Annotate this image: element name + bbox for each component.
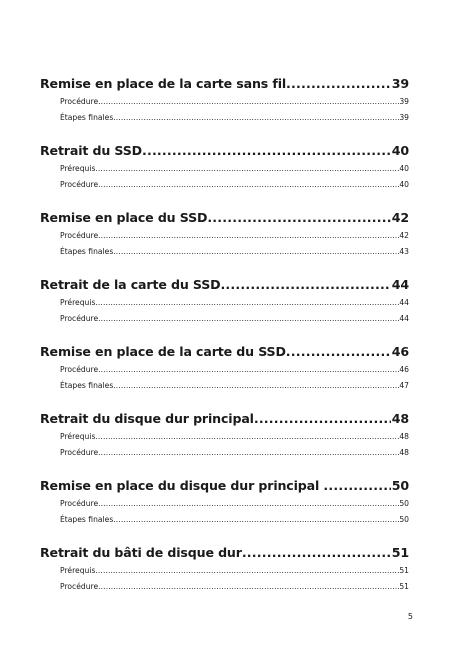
dot-leader bbox=[98, 177, 399, 193]
dot-leader bbox=[98, 228, 399, 244]
toc-entry-title: Retrait du bâti de disque dur bbox=[40, 545, 242, 560]
dot-leader bbox=[286, 74, 391, 94]
toc-entry[interactable] bbox=[40, 275, 409, 295]
dot-leader bbox=[113, 244, 399, 260]
dot-leader bbox=[95, 563, 399, 579]
toc-subentry-title: Procédure bbox=[60, 365, 99, 374]
toc-subentry-title: Procédure bbox=[60, 499, 99, 508]
toc-entry-page: 50 bbox=[391, 478, 409, 493]
toc-subentry-page: 43 bbox=[399, 247, 409, 256]
dot-leader bbox=[98, 445, 399, 461]
toc-subentry-page: 40 bbox=[399, 180, 409, 189]
toc-section bbox=[40, 476, 409, 528]
toc-subentry-page: 46 bbox=[399, 365, 409, 374]
toc-subentry-page: 44 bbox=[399, 298, 409, 307]
toc-subentry[interactable] bbox=[40, 295, 409, 311]
dot-leader bbox=[113, 378, 399, 394]
dot-leader bbox=[254, 409, 391, 429]
toc-section bbox=[40, 342, 409, 394]
toc-subentry-page: 40 bbox=[399, 164, 409, 173]
toc-entry-page: 44 bbox=[391, 277, 409, 292]
toc-section bbox=[40, 74, 409, 126]
dot-leader bbox=[95, 161, 399, 177]
toc-entry-title: Retrait du SSD bbox=[40, 143, 142, 158]
toc-subentry[interactable] bbox=[40, 362, 409, 378]
dot-leader bbox=[113, 512, 399, 528]
toc-section bbox=[40, 141, 409, 193]
toc-subentry[interactable] bbox=[40, 244, 409, 260]
dot-leader bbox=[242, 543, 391, 563]
toc-entry[interactable] bbox=[40, 543, 409, 563]
toc-entry[interactable] bbox=[40, 208, 409, 228]
toc-subentry[interactable] bbox=[40, 378, 409, 394]
toc-entry[interactable] bbox=[40, 409, 409, 429]
toc-entry[interactable] bbox=[40, 74, 409, 94]
toc-subentry[interactable] bbox=[40, 110, 409, 126]
dot-leader bbox=[95, 429, 399, 445]
toc-subentry-page: 50 bbox=[399, 499, 409, 508]
toc-subentry[interactable] bbox=[40, 563, 409, 579]
toc-subentry[interactable] bbox=[40, 429, 409, 445]
toc-entry-title: Remise en place du disque dur principal bbox=[40, 478, 324, 493]
toc-subentry-title: Prérequis bbox=[60, 566, 96, 575]
toc-entry-page: 42 bbox=[391, 210, 409, 225]
toc-subentry-title: Étapes finales bbox=[60, 113, 114, 122]
toc-subentry-page: 48 bbox=[399, 432, 409, 441]
toc-entry-title: Retrait du disque dur principal bbox=[40, 411, 254, 426]
toc-subentry[interactable] bbox=[40, 94, 409, 110]
toc-entry-title: Remise en place de la carte du SSD bbox=[40, 344, 286, 359]
toc-section bbox=[40, 275, 409, 327]
toc-entry[interactable] bbox=[40, 141, 409, 161]
toc-entry-title: Remise en place de la carte sans fil bbox=[40, 76, 287, 91]
dot-leader bbox=[207, 208, 390, 228]
dot-leader bbox=[113, 110, 399, 126]
toc-subentry-title: Prérequis bbox=[60, 432, 96, 441]
toc-entry-page: 39 bbox=[391, 76, 409, 91]
toc-entry-page: 46 bbox=[391, 344, 409, 359]
toc-subentry-page: 51 bbox=[399, 582, 409, 591]
toc-subentry[interactable] bbox=[40, 512, 409, 528]
toc-subentry[interactable] bbox=[40, 579, 409, 595]
dot-leader bbox=[98, 579, 399, 595]
dot-leader bbox=[98, 496, 399, 512]
dot-leader bbox=[95, 295, 399, 311]
dot-leader bbox=[98, 362, 399, 378]
table-of-contents bbox=[40, 74, 409, 610]
dot-leader bbox=[323, 476, 390, 496]
toc-subentry-title: Procédure bbox=[60, 314, 99, 323]
toc-subentry-title: Procédure bbox=[60, 448, 99, 457]
toc-entry-title: Retrait de la carte du SSD bbox=[40, 277, 221, 292]
dot-leader bbox=[98, 94, 399, 110]
toc-subentry-title: Étapes finales bbox=[60, 515, 114, 524]
toc-subentry-title: Procédure bbox=[60, 97, 99, 106]
toc-subentry-title: Prérequis bbox=[60, 164, 96, 173]
dot-leader bbox=[98, 311, 399, 327]
toc-subentry[interactable] bbox=[40, 496, 409, 512]
toc-entry-page: 48 bbox=[391, 411, 409, 426]
toc-subentry-title: Procédure bbox=[60, 231, 99, 240]
toc-section bbox=[40, 543, 409, 595]
toc-subentry[interactable] bbox=[40, 445, 409, 461]
page-number: 5 bbox=[407, 612, 413, 621]
toc-subentry-title: Procédure bbox=[60, 582, 99, 591]
toc-subentry-page: 47 bbox=[399, 381, 409, 390]
toc-subentry[interactable] bbox=[40, 228, 409, 244]
toc-subentry-page: 44 bbox=[399, 314, 409, 323]
toc-section bbox=[40, 409, 409, 461]
toc-subentry-page: 48 bbox=[399, 448, 409, 457]
toc-subentry-page: 50 bbox=[399, 515, 409, 524]
toc-entry-title: Remise en place du SSD bbox=[40, 210, 208, 225]
toc-section bbox=[40, 208, 409, 260]
dot-leader bbox=[142, 141, 391, 161]
toc-entry-page: 40 bbox=[391, 143, 409, 158]
toc-subentry-title: Procédure bbox=[60, 180, 99, 189]
toc-entry-page: 51 bbox=[391, 545, 409, 560]
toc-subentry-title: Étapes finales bbox=[60, 247, 114, 256]
toc-subentry[interactable] bbox=[40, 161, 409, 177]
dot-leader bbox=[286, 342, 391, 362]
toc-subentry-title: Prérequis bbox=[60, 298, 96, 307]
dot-leader bbox=[220, 275, 390, 295]
toc-subentry[interactable] bbox=[40, 311, 409, 327]
toc-subentry-page: 39 bbox=[399, 97, 409, 106]
toc-subentry-page: 51 bbox=[399, 566, 409, 575]
toc-entry[interactable] bbox=[40, 342, 409, 362]
toc-subentry[interactable] bbox=[40, 177, 409, 193]
toc-subentry-title: Étapes finales bbox=[60, 381, 114, 390]
toc-entry[interactable] bbox=[40, 476, 409, 496]
toc-subentry-page: 39 bbox=[399, 113, 409, 122]
toc-subentry-page: 42 bbox=[399, 231, 409, 240]
